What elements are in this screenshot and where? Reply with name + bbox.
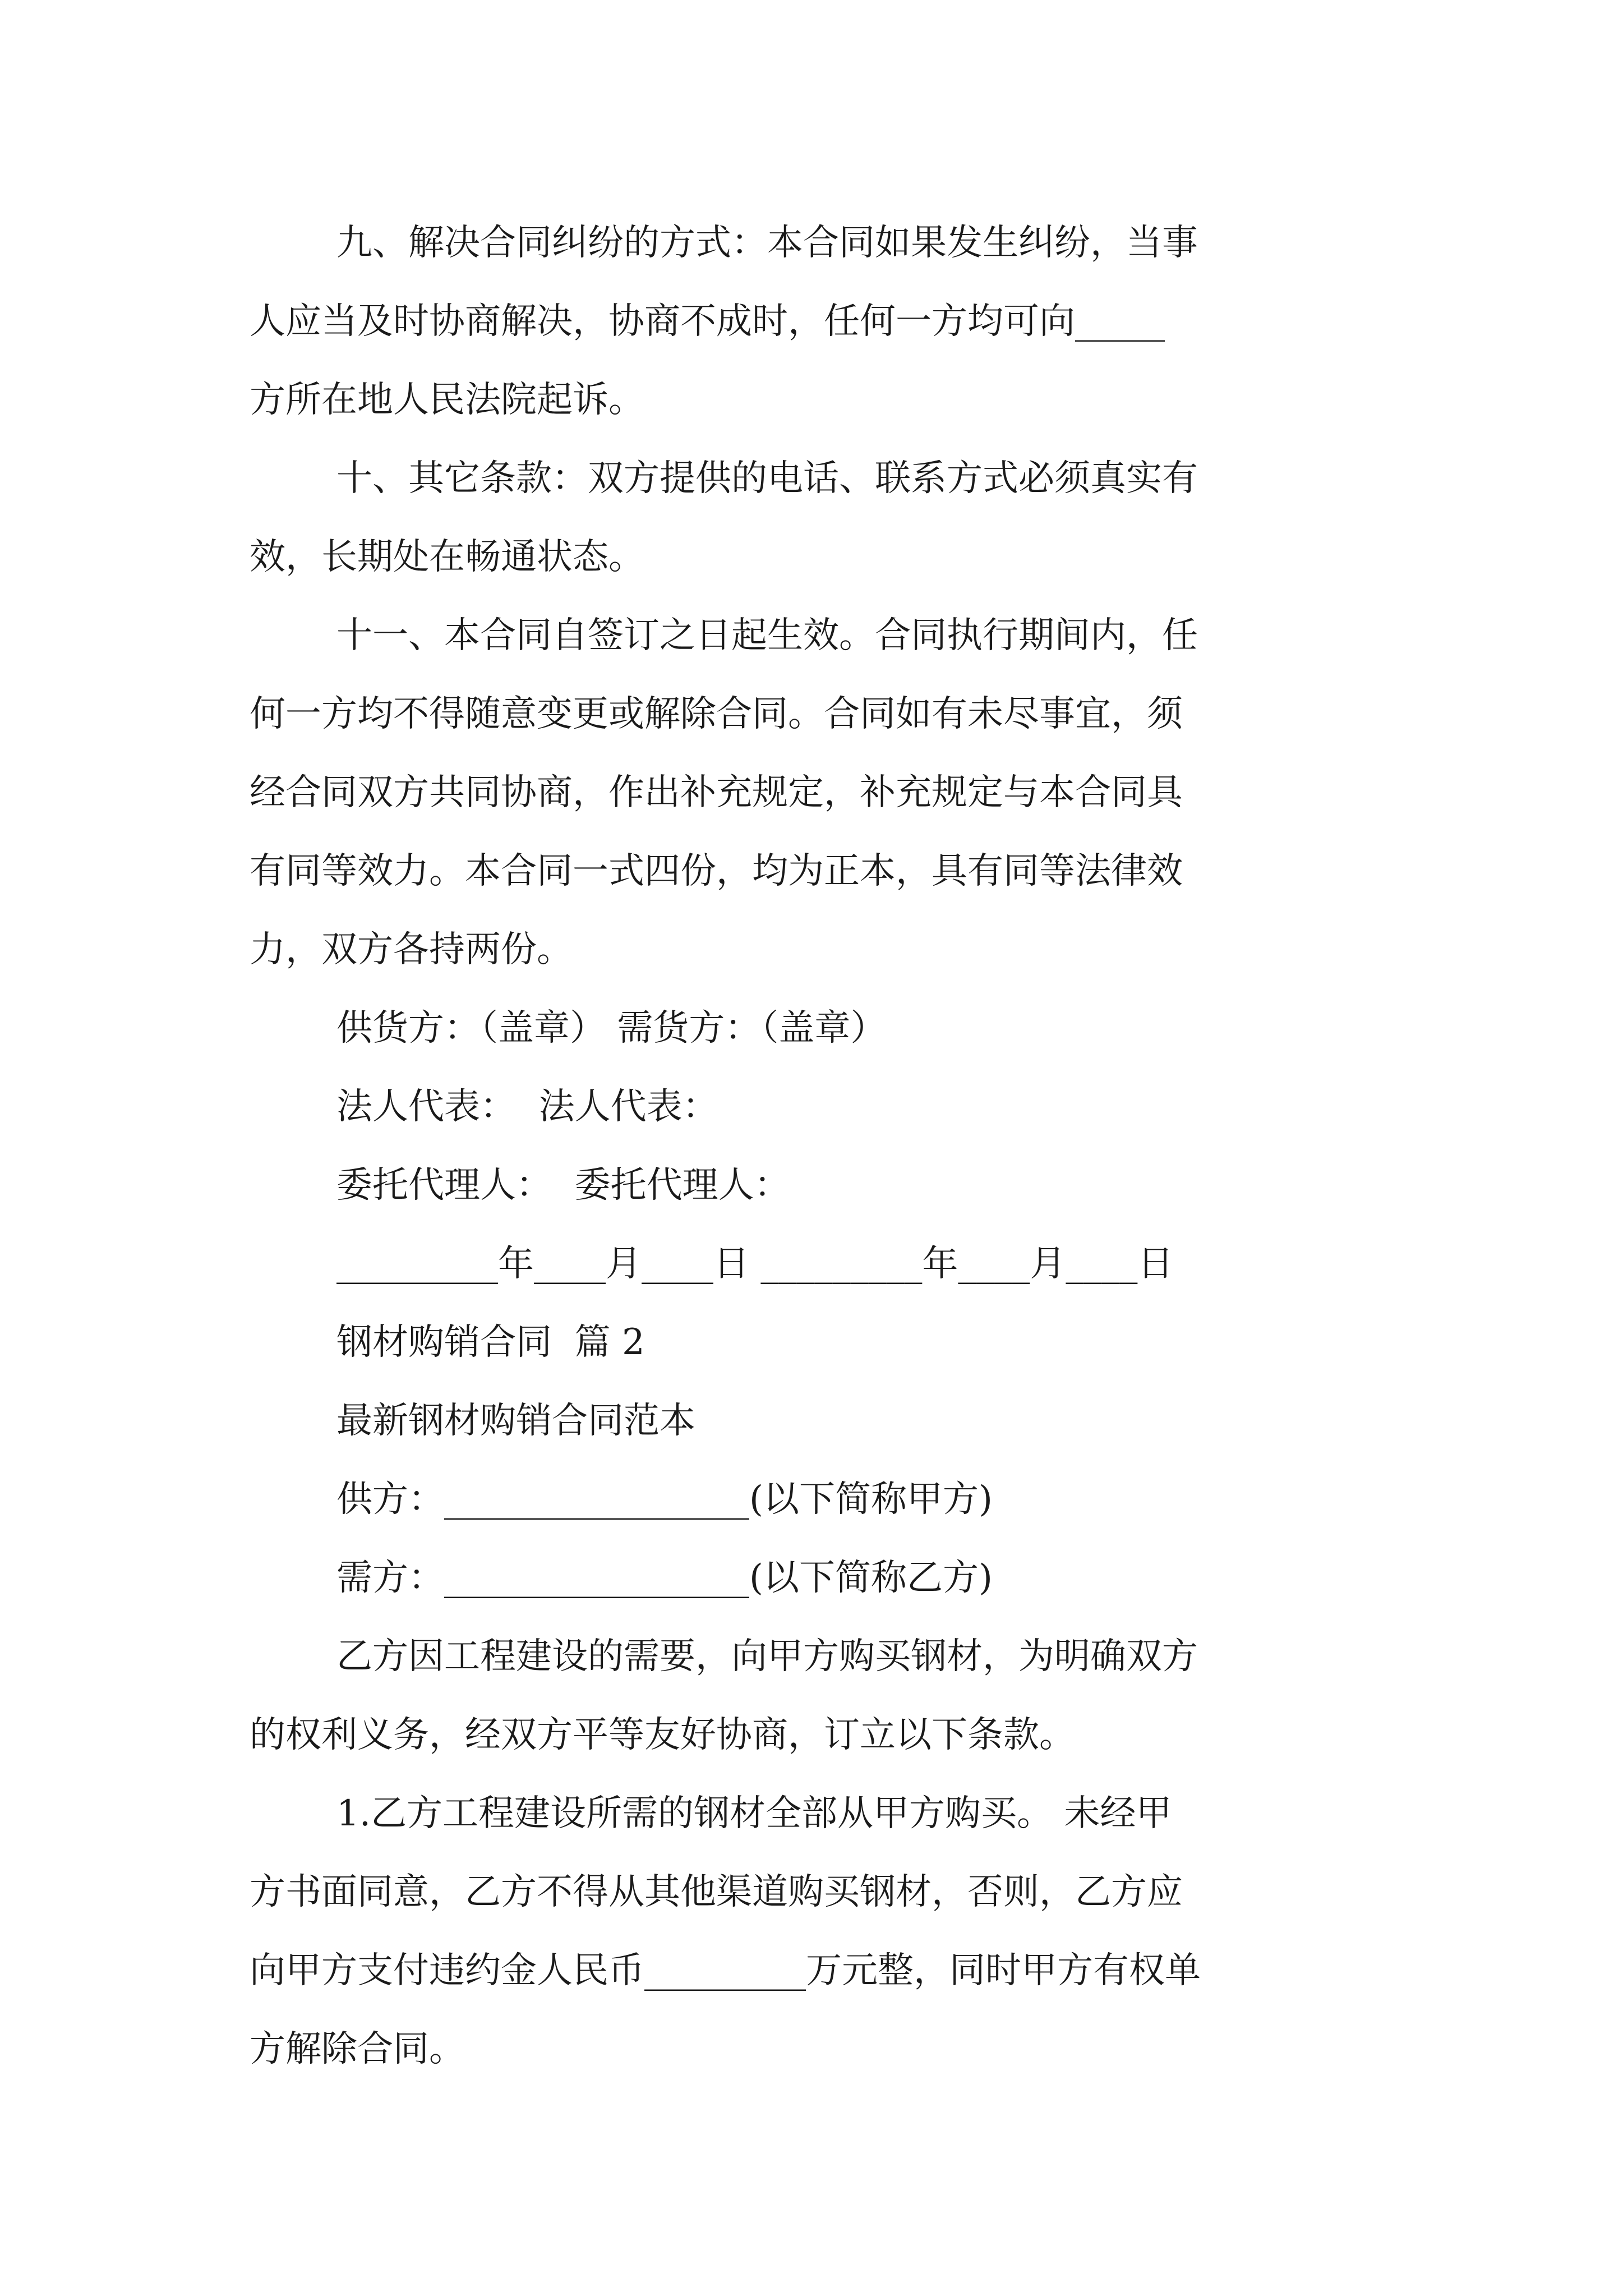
clause-11-line-1: 十一、本合同自签订之日起生效。合同执行期间内，任 (336, 615, 1198, 656)
preamble-line-1: 乙方因工程建设的需要，向甲方购买钢材，为明确双方 (336, 1636, 1198, 1677)
clause-10-line-2: 效，长期处在畅通状态。 (250, 536, 644, 578)
signature-date-line: _________年____月____日 _________年____月____日 (336, 1243, 1174, 1285)
clause-10-line-1: 十、其它条款：双方提供的电话、联系方式必须真实有 (336, 458, 1198, 499)
buyer-line: 需方：_________________(以下简称乙方) (336, 1557, 993, 1599)
preamble-line-2: 的权利义务，经双方平等友好协商，订立以下条款。 (250, 1714, 1075, 1756)
term-1-line-3: 向甲方支付违约金人民币_________万元整，同时甲方有权单 (250, 1950, 1201, 1991)
clause-9-line-2: 人应当及时协商解决，协商不成时，任何一方均可向_____ (250, 301, 1165, 342)
clause-11-line-2: 何一方均不得随意变更或解除合同。合同如有未尽事宜，须 (250, 693, 1183, 735)
clause-9-line-3: 方所在地人民法院起诉。 (250, 379, 644, 421)
clause-11-line-3: 经合同双方共同协商，作出补充规定，补充规定与本合同具 (250, 772, 1183, 813)
clause-9-line-1: 九、解决合同纠纷的方式：本合同如果发生纠纷，当事 (336, 222, 1198, 264)
section-title: 钢材购销合同 篇 2 (336, 1322, 645, 1363)
term-1-line-2: 方书面同意，乙方不得从其他渠道购买钢材，否则，乙方应 (250, 1871, 1183, 1913)
signature-agent-line: 委托代理人： 委托代理人： (336, 1165, 790, 1206)
signature-seal-line: 供货方：（盖章） 需货方：（盖章） (336, 1007, 887, 1049)
term-1-line-1: 1.乙方工程建设所需的钢材全部从甲方购买。 未经甲 (336, 1793, 1172, 1834)
term-1-line-4: 方解除合同。 (250, 2028, 465, 2070)
clause-11-line-5: 力，双方各持两份。 (250, 929, 573, 970)
clause-11-line-4: 有同等效力。本合同一式四份，均为正本，具有同等法律效 (250, 850, 1183, 892)
supplier-line: 供方：_________________(以下简称甲方) (336, 1479, 993, 1520)
template-title: 最新钢材购销合同范本 (336, 1400, 695, 1442)
signature-legal-rep-line: 法人代表： 法人代表： (336, 1086, 718, 1128)
